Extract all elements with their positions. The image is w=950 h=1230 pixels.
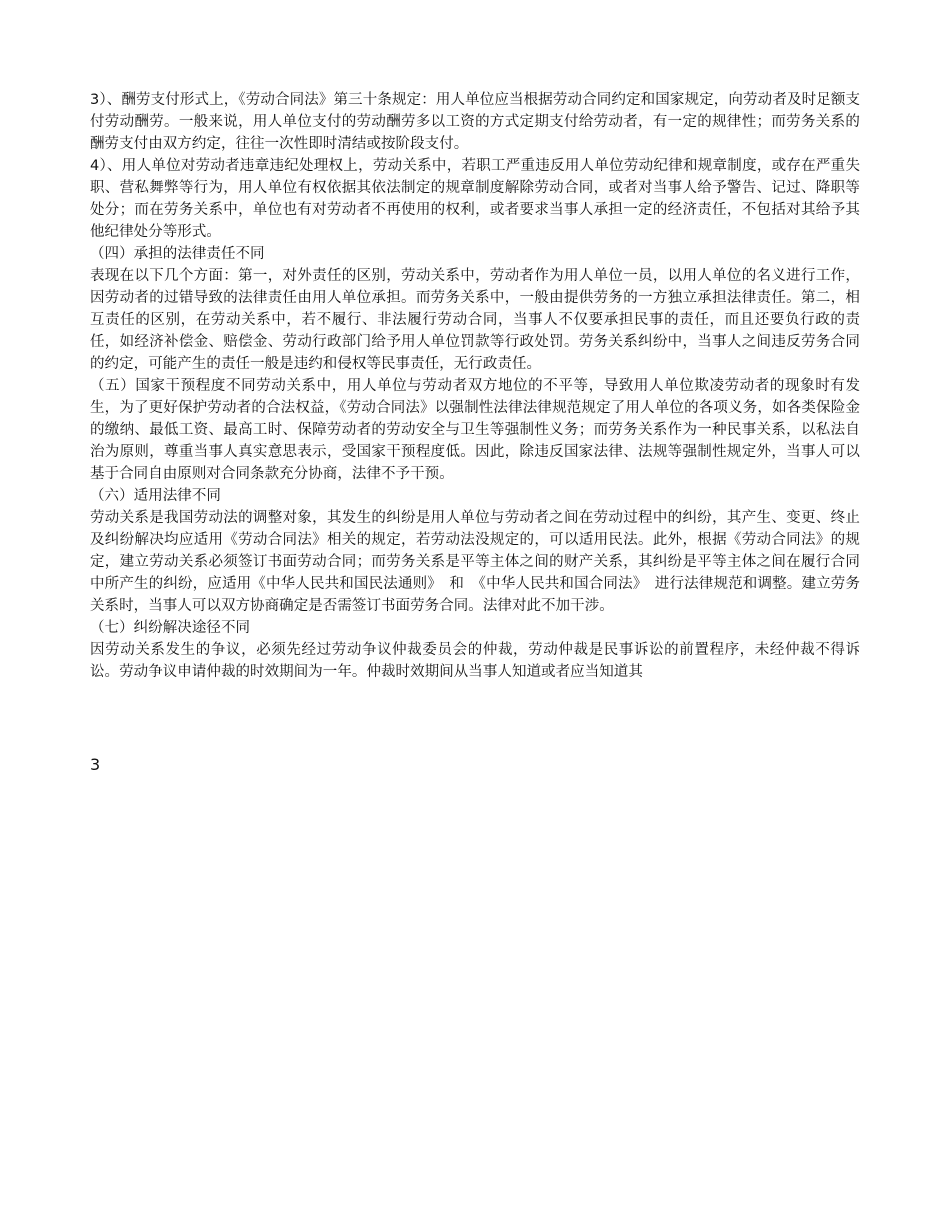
page-number: 3 (90, 755, 101, 774)
paragraph-legal-liability: 表现在以下几个方面：第一，对外责任的区别，劳动关系中，劳动者作为用人单位一员，以用人单位的名义进行工作，因劳动者的过错导致的法律责任由用人单位承担。而劳务关系中，一般由提供劳务的一方独立承担法律责任。第二，相互责任的区别，在劳动关系中，若不履行、非法履行劳动合同，当事人不仅要承担民事的责任，而且还要负行政的责任，如经济补偿金、赔偿金、劳动行政部门给予用人单位罚款等行政处罚。劳务关系纠纷中，当事人之间违反劳务合同的约定，可能产生的责任一般是违约和侵权等民事责任，无行政责任。 (90, 268, 860, 372)
paragraph-state-intervention: （五）国家干预程度不同劳动关系中，用人单位与劳动者双方地位的不平等，导致用人单位欺凌劳动者的现象时有发生，为了更好保护劳动者的合法权益，《劳动合同法》以强制性法律法律规范规定了用人单位的各项义务，如各类保险金的缴纳、最低工资、最高工时、保障劳动者的劳动安全与卫生等强制性义务；而劳务关系作为一种民事关系，以私法自治为原则，尊重当事人真实意思表示，受国家干预程度低。因此，除违反国家法律、法规等强制性规定外，当事人可以基于合同自由原则对合同条款充分协商，法律不予干预。 (90, 378, 860, 482)
section-heading-applicable-law: （六）适用法律不同 (90, 488, 221, 504)
paragraph-discipline-rights: 4）、用人单位对劳动者违章违纪处理权上，劳动关系中，若职工严重违反用人单位劳动纪律和规章制度，或存在严重失职、营私舞弊等行为，用人单位有权依据其依法制定的规章制度解除劳动合同，或者对当事人给予警告、记过、降职等处分；而在劳务关系中，单位也有对劳动者不再使用的权利，或者要求当事人承担一定的经济责任，不包括对其给予其他纪律处分等形式。 (90, 158, 860, 240)
paragraph-payment-form: 3）、酬劳支付形式上，《劳动合同法》第三十条规定：用人单位应当根据劳动合同约定和国家规定，向劳动者及时足额支付劳动酬劳。一般来说，用人单位支付的劳动酬劳多以工资的方式定期支付给劳动者，有一定的规律性；而劳务关系的酬劳支付由双方约定，往往一次性即时清结或按阶段支付。 (90, 92, 860, 152)
section-heading-legal-liability: （四）承担的法律责任不同 (90, 246, 265, 262)
paragraph-dispute-resolution: 因劳动关系发生的争议，必须先经过劳动争议仲裁委员会的仲裁，劳动仲裁是民事诉讼的前置程序，未经仲裁不得诉讼。劳动争议申请仲裁的时效期间为一年。仲裁时效期间从当事人知道或者应当知道其 (90, 642, 860, 680)
paragraph-applicable-law: 劳动关系是我国劳动法的调整对象，其发生的纠纷是用人单位与劳动者之间在劳动过程中的纠纷，其产生、变更、终止及纠纷解决均应适用《劳动合同法》相关的规定，若劳动法没规定的，可以适用民法。此外，根据《劳动合同法》的规定，建立劳动关系必须签订书面劳动合同；而劳务关系是平等主体之间的财产关系，其纠纷是平等主体之间在履行合同中所产生的纠纷，应适用《中华人民共和国民法通则》 和 《中华人民共和国合同法》 进行法律规范和调整。建立劳务关系时，当事人可以双方协商确定是否需签订书面劳务合同。法律对此不加干涉。 (90, 510, 860, 614)
section-heading-dispute-resolution: （七）纠纷解决途径不同 (90, 620, 251, 636)
document-body (90, 89, 860, 683)
